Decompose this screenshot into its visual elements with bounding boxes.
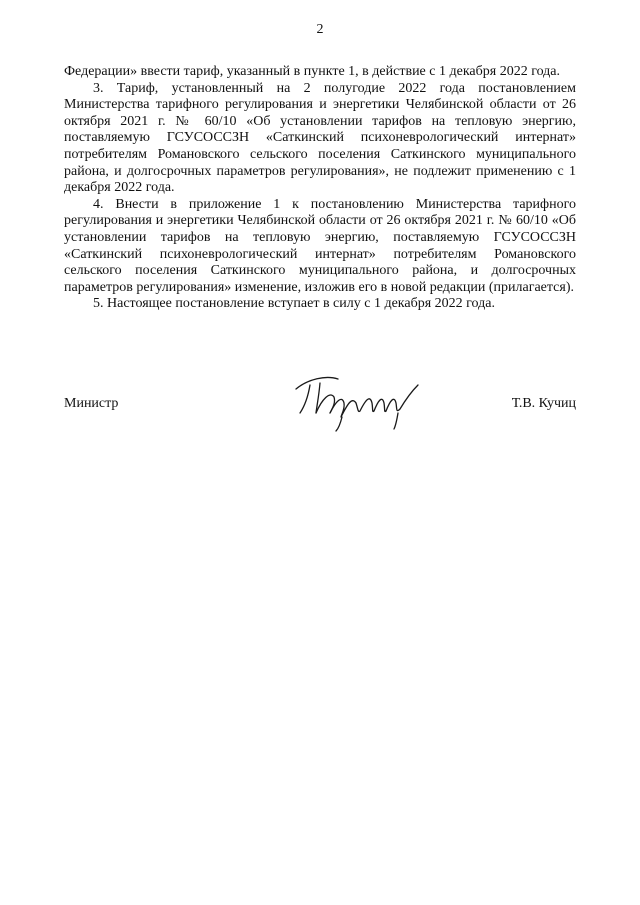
document-body: [64, 64, 576, 313]
paragraph-item-5: 5. Настоящее постановление вступает в силу с 1 декабря 2022 года.: [93, 296, 495, 312]
page-number: 2: [316, 22, 324, 37]
signatory-name: Т.В. Кучиц: [511, 396, 576, 411]
paragraph-item-4: 4. Внести в приложение 1 к постановлению Министерства тарифного регулирования и энергетики Челябинской области от 26 октября 2021 г. № 60/10 «Об установлении тарифов на тепловую энергию, поставляемую ГСУСОССЗН «Саткинский психоневрологический интернат» потребителям Романовского сельского поселения Саткинского муниципального района, и долгосрочных параметров регулирования» изменение, изложив его в новой редакции (прилагается).: [64, 196, 576, 295]
signatory-title: Министр: [64, 396, 119, 411]
signature-block: [64, 385, 576, 445]
paragraph-continuation: Федерации» ввести тариф, указанный в пункте 1, в действие с 1 декабря 2022 года.: [64, 64, 561, 79]
paragraph-item-3: 3. Тариф, установленный на 2 полугодие 2022 года постановлением Министерства тарифного регулирования и энергетики Челябинской области от 26 октября 2021 г. № 60/10 «Об установлении тарифов на тепловую энергию, поставляемую ГСУСОССЗН «Саткинский психоневрологический интернат» потребителям Романовского сельского поселения Саткинского муниципального района, и долгосрочных параметров регулирования», не подлежит применению с 1 декабря 2022 года.: [64, 80, 576, 196]
handwritten-signature: [286, 373, 446, 433]
